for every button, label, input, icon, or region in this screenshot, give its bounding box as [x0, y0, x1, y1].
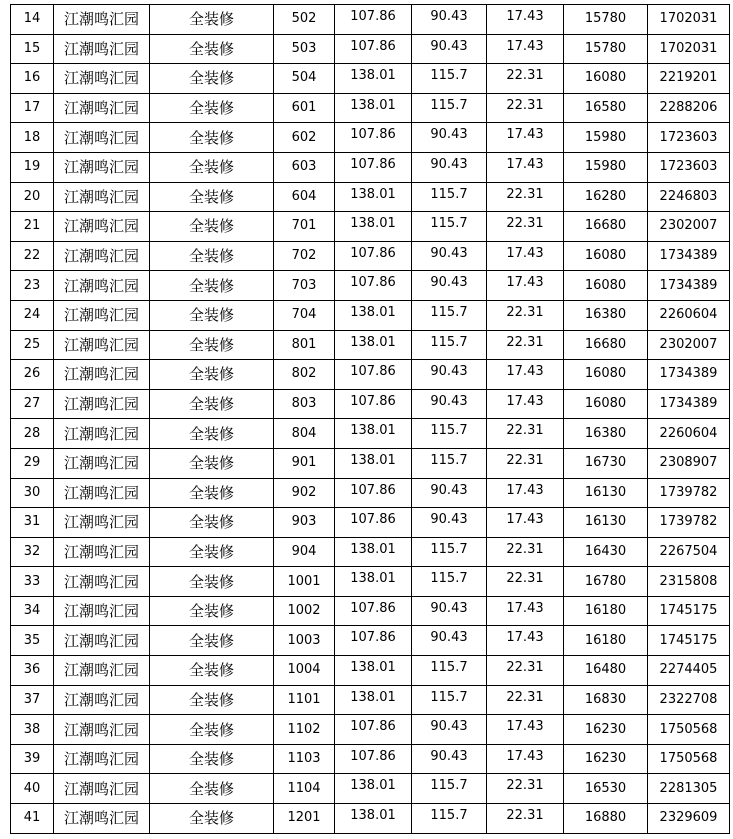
shared-area-cell: 22.31: [487, 685, 564, 715]
total-price-cell: 1734389: [648, 389, 730, 419]
row-index-cell: 37: [11, 685, 54, 715]
project-name-cell: 江潮鸣汇园: [54, 5, 150, 35]
building-area-cell: 138.01: [335, 212, 412, 242]
total-price-cell: 2260604: [648, 300, 730, 330]
row-index-cell: 14: [11, 5, 54, 35]
interior-area-cell: 90.43: [412, 744, 487, 774]
table-body: [11, 5, 730, 834]
row-index-cell: 36: [11, 656, 54, 686]
unit-number-cell: 1002: [274, 596, 335, 626]
row-index-cell: 28: [11, 419, 54, 449]
row-index-cell: 32: [11, 537, 54, 567]
decoration-cell: 全装修: [150, 744, 274, 774]
building-area-cell: 138.01: [335, 537, 412, 567]
table-row: [11, 656, 730, 686]
interior-area-cell: 90.43: [412, 34, 487, 64]
building-area-cell: 107.86: [335, 34, 412, 64]
project-name-cell: 江潮鸣汇园: [54, 448, 150, 478]
decoration-cell: 全装修: [150, 685, 274, 715]
table-row: [11, 508, 730, 538]
building-area-cell: 107.86: [335, 508, 412, 538]
project-name-cell: 江潮鸣汇园: [54, 64, 150, 94]
row-index-cell: 30: [11, 478, 54, 508]
interior-area-cell: 115.7: [412, 537, 487, 567]
unit-price-cell: 16080: [564, 389, 648, 419]
unit-number-cell: 603: [274, 152, 335, 182]
unit-number-cell: 504: [274, 64, 335, 94]
row-index-cell: 35: [11, 626, 54, 656]
total-price-cell: 1702031: [648, 5, 730, 35]
row-index-cell: 25: [11, 330, 54, 360]
project-name-cell: 江潮鸣汇园: [54, 774, 150, 804]
project-name-cell: 江潮鸣汇园: [54, 241, 150, 271]
unit-price-cell: 16680: [564, 212, 648, 242]
interior-area-cell: 115.7: [412, 93, 487, 123]
shared-area-cell: 17.43: [487, 123, 564, 153]
table-row: [11, 5, 730, 35]
row-index-cell: 19: [11, 152, 54, 182]
building-area-cell: 107.86: [335, 152, 412, 182]
total-price-cell: 2274405: [648, 656, 730, 686]
building-area-cell: 107.86: [335, 123, 412, 153]
shared-area-cell: 22.31: [487, 300, 564, 330]
interior-area-cell: 90.43: [412, 478, 487, 508]
total-price-cell: 1723603: [648, 123, 730, 153]
building-area-cell: 107.86: [335, 596, 412, 626]
total-price-cell: 1702031: [648, 34, 730, 64]
unit-price-cell: 16280: [564, 182, 648, 212]
unit-price-cell: 16130: [564, 478, 648, 508]
unit-price-cell: 16880: [564, 804, 648, 834]
unit-price-cell: 16480: [564, 656, 648, 686]
building-area-cell: 138.01: [335, 448, 412, 478]
project-name-cell: 江潮鸣汇园: [54, 34, 150, 64]
unit-price-cell: 15980: [564, 123, 648, 153]
unit-price-cell: 16380: [564, 419, 648, 449]
total-price-cell: 2246803: [648, 182, 730, 212]
unit-price-cell: 16730: [564, 448, 648, 478]
total-price-cell: 1734389: [648, 241, 730, 271]
interior-area-cell: 115.7: [412, 419, 487, 449]
unit-number-cell: 1201: [274, 804, 335, 834]
decoration-cell: 全装修: [150, 478, 274, 508]
total-price-cell: 2267504: [648, 537, 730, 567]
project-name-cell: 江潮鸣汇园: [54, 182, 150, 212]
total-price-cell: 2281305: [648, 774, 730, 804]
table-row: [11, 715, 730, 745]
unit-number-cell: 903: [274, 508, 335, 538]
decoration-cell: 全装修: [150, 34, 274, 64]
building-area-cell: 107.86: [335, 389, 412, 419]
building-area-cell: 138.01: [335, 656, 412, 686]
project-name-cell: 江潮鸣汇园: [54, 300, 150, 330]
project-name-cell: 江潮鸣汇园: [54, 123, 150, 153]
unit-number-cell: 1004: [274, 656, 335, 686]
table-row: [11, 419, 730, 449]
unit-price-cell: 16230: [564, 744, 648, 774]
unit-price-cell: 16180: [564, 626, 648, 656]
shared-area-cell: 22.31: [487, 567, 564, 597]
row-index-cell: 21: [11, 212, 54, 242]
interior-area-cell: 90.43: [412, 123, 487, 153]
table-row: [11, 64, 730, 94]
project-name-cell: 江潮鸣汇园: [54, 212, 150, 242]
shared-area-cell: 22.31: [487, 656, 564, 686]
table-row: [11, 626, 730, 656]
table-row: [11, 774, 730, 804]
total-price-cell: 1723603: [648, 152, 730, 182]
unit-number-cell: 601: [274, 93, 335, 123]
unit-number-cell: 502: [274, 5, 335, 35]
decoration-cell: 全装修: [150, 5, 274, 35]
unit-number-cell: 702: [274, 241, 335, 271]
building-area-cell: 107.86: [335, 744, 412, 774]
total-price-cell: 2315808: [648, 567, 730, 597]
row-index-cell: 26: [11, 360, 54, 390]
interior-area-cell: 90.43: [412, 508, 487, 538]
unit-number-cell: 602: [274, 123, 335, 153]
shared-area-cell: 17.43: [487, 626, 564, 656]
table-row: [11, 241, 730, 271]
unit-price-cell: 16130: [564, 508, 648, 538]
table-row: [11, 271, 730, 301]
total-price-cell: 2302007: [648, 330, 730, 360]
shared-area-cell: 17.43: [487, 152, 564, 182]
row-index-cell: 29: [11, 448, 54, 478]
interior-area-cell: 115.7: [412, 685, 487, 715]
unit-number-cell: 904: [274, 537, 335, 567]
project-name-cell: 江潮鸣汇园: [54, 567, 150, 597]
shared-area-cell: 22.31: [487, 330, 564, 360]
table-row: [11, 567, 730, 597]
project-name-cell: 江潮鸣汇园: [54, 685, 150, 715]
unit-price-cell: 16380: [564, 300, 648, 330]
building-area-cell: 107.86: [335, 478, 412, 508]
table-row: [11, 596, 730, 626]
decoration-cell: 全装修: [150, 715, 274, 745]
shared-area-cell: 22.31: [487, 537, 564, 567]
building-area-cell: 107.86: [335, 626, 412, 656]
project-name-cell: 江潮鸣汇园: [54, 537, 150, 567]
building-area-cell: 138.01: [335, 774, 412, 804]
unit-number-cell: 1104: [274, 774, 335, 804]
decoration-cell: 全装修: [150, 330, 274, 360]
interior-area-cell: 115.7: [412, 804, 487, 834]
shared-area-cell: 22.31: [487, 448, 564, 478]
project-name-cell: 江潮鸣汇园: [54, 330, 150, 360]
unit-number-cell: 1003: [274, 626, 335, 656]
decoration-cell: 全装修: [150, 656, 274, 686]
unit-price-cell: 16530: [564, 774, 648, 804]
table-row: [11, 300, 730, 330]
interior-area-cell: 90.43: [412, 389, 487, 419]
decoration-cell: 全装修: [150, 360, 274, 390]
unit-price-cell: 16780: [564, 567, 648, 597]
decoration-cell: 全装修: [150, 123, 274, 153]
building-area-cell: 138.01: [335, 567, 412, 597]
interior-area-cell: 90.43: [412, 715, 487, 745]
interior-area-cell: 90.43: [412, 360, 487, 390]
table-row: [11, 389, 730, 419]
interior-area-cell: 115.7: [412, 448, 487, 478]
unit-price-cell: 16230: [564, 715, 648, 745]
total-price-cell: 1734389: [648, 360, 730, 390]
row-index-cell: 27: [11, 389, 54, 419]
project-name-cell: 江潮鸣汇园: [54, 360, 150, 390]
building-area-cell: 138.01: [335, 804, 412, 834]
building-area-cell: 107.86: [335, 241, 412, 271]
project-name-cell: 江潮鸣汇园: [54, 596, 150, 626]
shared-area-cell: 17.43: [487, 596, 564, 626]
row-index-cell: 18: [11, 123, 54, 153]
price-table: [10, 4, 730, 834]
decoration-cell: 全装修: [150, 300, 274, 330]
decoration-cell: 全装修: [150, 389, 274, 419]
shared-area-cell: 22.31: [487, 804, 564, 834]
total-price-cell: 2322708: [648, 685, 730, 715]
total-price-cell: 1750568: [648, 715, 730, 745]
table-row: [11, 123, 730, 153]
total-price-cell: 2288206: [648, 93, 730, 123]
decoration-cell: 全装修: [150, 596, 274, 626]
interior-area-cell: 115.7: [412, 64, 487, 94]
unit-price-cell: 16580: [564, 93, 648, 123]
building-area-cell: 138.01: [335, 685, 412, 715]
building-area-cell: 138.01: [335, 93, 412, 123]
unit-number-cell: 1101: [274, 685, 335, 715]
shared-area-cell: 22.31: [487, 93, 564, 123]
row-index-cell: 31: [11, 508, 54, 538]
unit-number-cell: 503: [274, 34, 335, 64]
project-name-cell: 江潮鸣汇园: [54, 744, 150, 774]
table-row: [11, 93, 730, 123]
shared-area-cell: 17.43: [487, 478, 564, 508]
project-name-cell: 江潮鸣汇园: [54, 271, 150, 301]
decoration-cell: 全装修: [150, 152, 274, 182]
row-index-cell: 16: [11, 64, 54, 94]
table-row: [11, 537, 730, 567]
table-row: [11, 360, 730, 390]
shared-area-cell: 22.31: [487, 182, 564, 212]
row-index-cell: 24: [11, 300, 54, 330]
total-price-cell: 2329609: [648, 804, 730, 834]
decoration-cell: 全装修: [150, 93, 274, 123]
row-index-cell: 41: [11, 804, 54, 834]
interior-area-cell: 90.43: [412, 626, 487, 656]
unit-price-cell: 15780: [564, 34, 648, 64]
unit-number-cell: 803: [274, 389, 335, 419]
project-name-cell: 江潮鸣汇园: [54, 93, 150, 123]
row-index-cell: 15: [11, 34, 54, 64]
table-row: [11, 448, 730, 478]
interior-area-cell: 115.7: [412, 567, 487, 597]
project-name-cell: 江潮鸣汇园: [54, 389, 150, 419]
shared-area-cell: 17.43: [487, 508, 564, 538]
interior-area-cell: 90.43: [412, 271, 487, 301]
shared-area-cell: 17.43: [487, 271, 564, 301]
total-price-cell: 2260604: [648, 419, 730, 449]
interior-area-cell: 90.43: [412, 5, 487, 35]
decoration-cell: 全装修: [150, 241, 274, 271]
total-price-cell: 1745175: [648, 626, 730, 656]
decoration-cell: 全装修: [150, 271, 274, 301]
table-row: [11, 478, 730, 508]
table-row: [11, 685, 730, 715]
project-name-cell: 江潮鸣汇园: [54, 508, 150, 538]
interior-area-cell: 90.43: [412, 241, 487, 271]
unit-price-cell: 16080: [564, 64, 648, 94]
building-area-cell: 107.86: [335, 715, 412, 745]
table-row: [11, 34, 730, 64]
total-price-cell: 1745175: [648, 596, 730, 626]
project-name-cell: 江潮鸣汇园: [54, 804, 150, 834]
unit-price-cell: 15980: [564, 152, 648, 182]
unit-number-cell: 1103: [274, 744, 335, 774]
unit-number-cell: 703: [274, 271, 335, 301]
unit-price-cell: 16680: [564, 330, 648, 360]
unit-number-cell: 1001: [274, 567, 335, 597]
total-price-cell: 1750568: [648, 744, 730, 774]
table-row: [11, 212, 730, 242]
unit-number-cell: 804: [274, 419, 335, 449]
unit-price-cell: 16180: [564, 596, 648, 626]
table-row: [11, 330, 730, 360]
building-area-cell: 138.01: [335, 419, 412, 449]
decoration-cell: 全装修: [150, 537, 274, 567]
shared-area-cell: 17.43: [487, 744, 564, 774]
interior-area-cell: 115.7: [412, 212, 487, 242]
shared-area-cell: 17.43: [487, 34, 564, 64]
total-price-cell: 1739782: [648, 508, 730, 538]
unit-price-cell: 15780: [564, 5, 648, 35]
shared-area-cell: 17.43: [487, 715, 564, 745]
shared-area-cell: 17.43: [487, 241, 564, 271]
interior-area-cell: 115.7: [412, 182, 487, 212]
row-index-cell: 23: [11, 271, 54, 301]
row-index-cell: 20: [11, 182, 54, 212]
unit-number-cell: 604: [274, 182, 335, 212]
building-area-cell: 138.01: [335, 182, 412, 212]
building-area-cell: 107.86: [335, 271, 412, 301]
decoration-cell: 全装修: [150, 804, 274, 834]
unit-number-cell: 1102: [274, 715, 335, 745]
shared-area-cell: 17.43: [487, 5, 564, 35]
interior-area-cell: 115.7: [412, 774, 487, 804]
shared-area-cell: 22.31: [487, 419, 564, 449]
building-area-cell: 107.86: [335, 5, 412, 35]
project-name-cell: 江潮鸣汇园: [54, 478, 150, 508]
building-area-cell: 138.01: [335, 300, 412, 330]
decoration-cell: 全装修: [150, 64, 274, 94]
shared-area-cell: 17.43: [487, 389, 564, 419]
unit-number-cell: 802: [274, 360, 335, 390]
total-price-cell: 2219201: [648, 64, 730, 94]
project-name-cell: 江潮鸣汇园: [54, 715, 150, 745]
project-name-cell: 江潮鸣汇园: [54, 419, 150, 449]
decoration-cell: 全装修: [150, 182, 274, 212]
row-index-cell: 40: [11, 774, 54, 804]
row-index-cell: 34: [11, 596, 54, 626]
table-row: [11, 152, 730, 182]
total-price-cell: 2308907: [648, 448, 730, 478]
interior-area-cell: 115.7: [412, 330, 487, 360]
unit-number-cell: 704: [274, 300, 335, 330]
interior-area-cell: 115.7: [412, 300, 487, 330]
unit-price-cell: 16080: [564, 271, 648, 301]
decoration-cell: 全装修: [150, 212, 274, 242]
row-index-cell: 38: [11, 715, 54, 745]
project-name-cell: 江潮鸣汇园: [54, 152, 150, 182]
unit-price-cell: 16080: [564, 241, 648, 271]
unit-number-cell: 701: [274, 212, 335, 242]
table-row: [11, 744, 730, 774]
decoration-cell: 全装修: [150, 448, 274, 478]
unit-price-cell: 16080: [564, 360, 648, 390]
table-row: [11, 182, 730, 212]
interior-area-cell: 115.7: [412, 656, 487, 686]
shared-area-cell: 22.31: [487, 64, 564, 94]
building-area-cell: 138.01: [335, 330, 412, 360]
decoration-cell: 全装修: [150, 567, 274, 597]
interior-area-cell: 90.43: [412, 152, 487, 182]
row-index-cell: 33: [11, 567, 54, 597]
unit-price-cell: 16830: [564, 685, 648, 715]
unit-number-cell: 801: [274, 330, 335, 360]
decoration-cell: 全装修: [150, 774, 274, 804]
total-price-cell: 2302007: [648, 212, 730, 242]
table-row: [11, 804, 730, 834]
decoration-cell: 全装修: [150, 508, 274, 538]
building-area-cell: 107.86: [335, 360, 412, 390]
unit-number-cell: 902: [274, 478, 335, 508]
shared-area-cell: 17.43: [487, 360, 564, 390]
interior-area-cell: 90.43: [412, 596, 487, 626]
unit-price-cell: 16430: [564, 537, 648, 567]
row-index-cell: 22: [11, 241, 54, 271]
row-index-cell: 39: [11, 744, 54, 774]
shared-area-cell: 22.31: [487, 212, 564, 242]
shared-area-cell: 22.31: [487, 774, 564, 804]
total-price-cell: 1739782: [648, 478, 730, 508]
decoration-cell: 全装修: [150, 419, 274, 449]
project-name-cell: 江潮鸣汇园: [54, 656, 150, 686]
unit-number-cell: 901: [274, 448, 335, 478]
building-area-cell: 138.01: [335, 64, 412, 94]
decoration-cell: 全装修: [150, 626, 274, 656]
project-name-cell: 江潮鸣汇园: [54, 626, 150, 656]
total-price-cell: 1734389: [648, 271, 730, 301]
row-index-cell: 17: [11, 93, 54, 123]
